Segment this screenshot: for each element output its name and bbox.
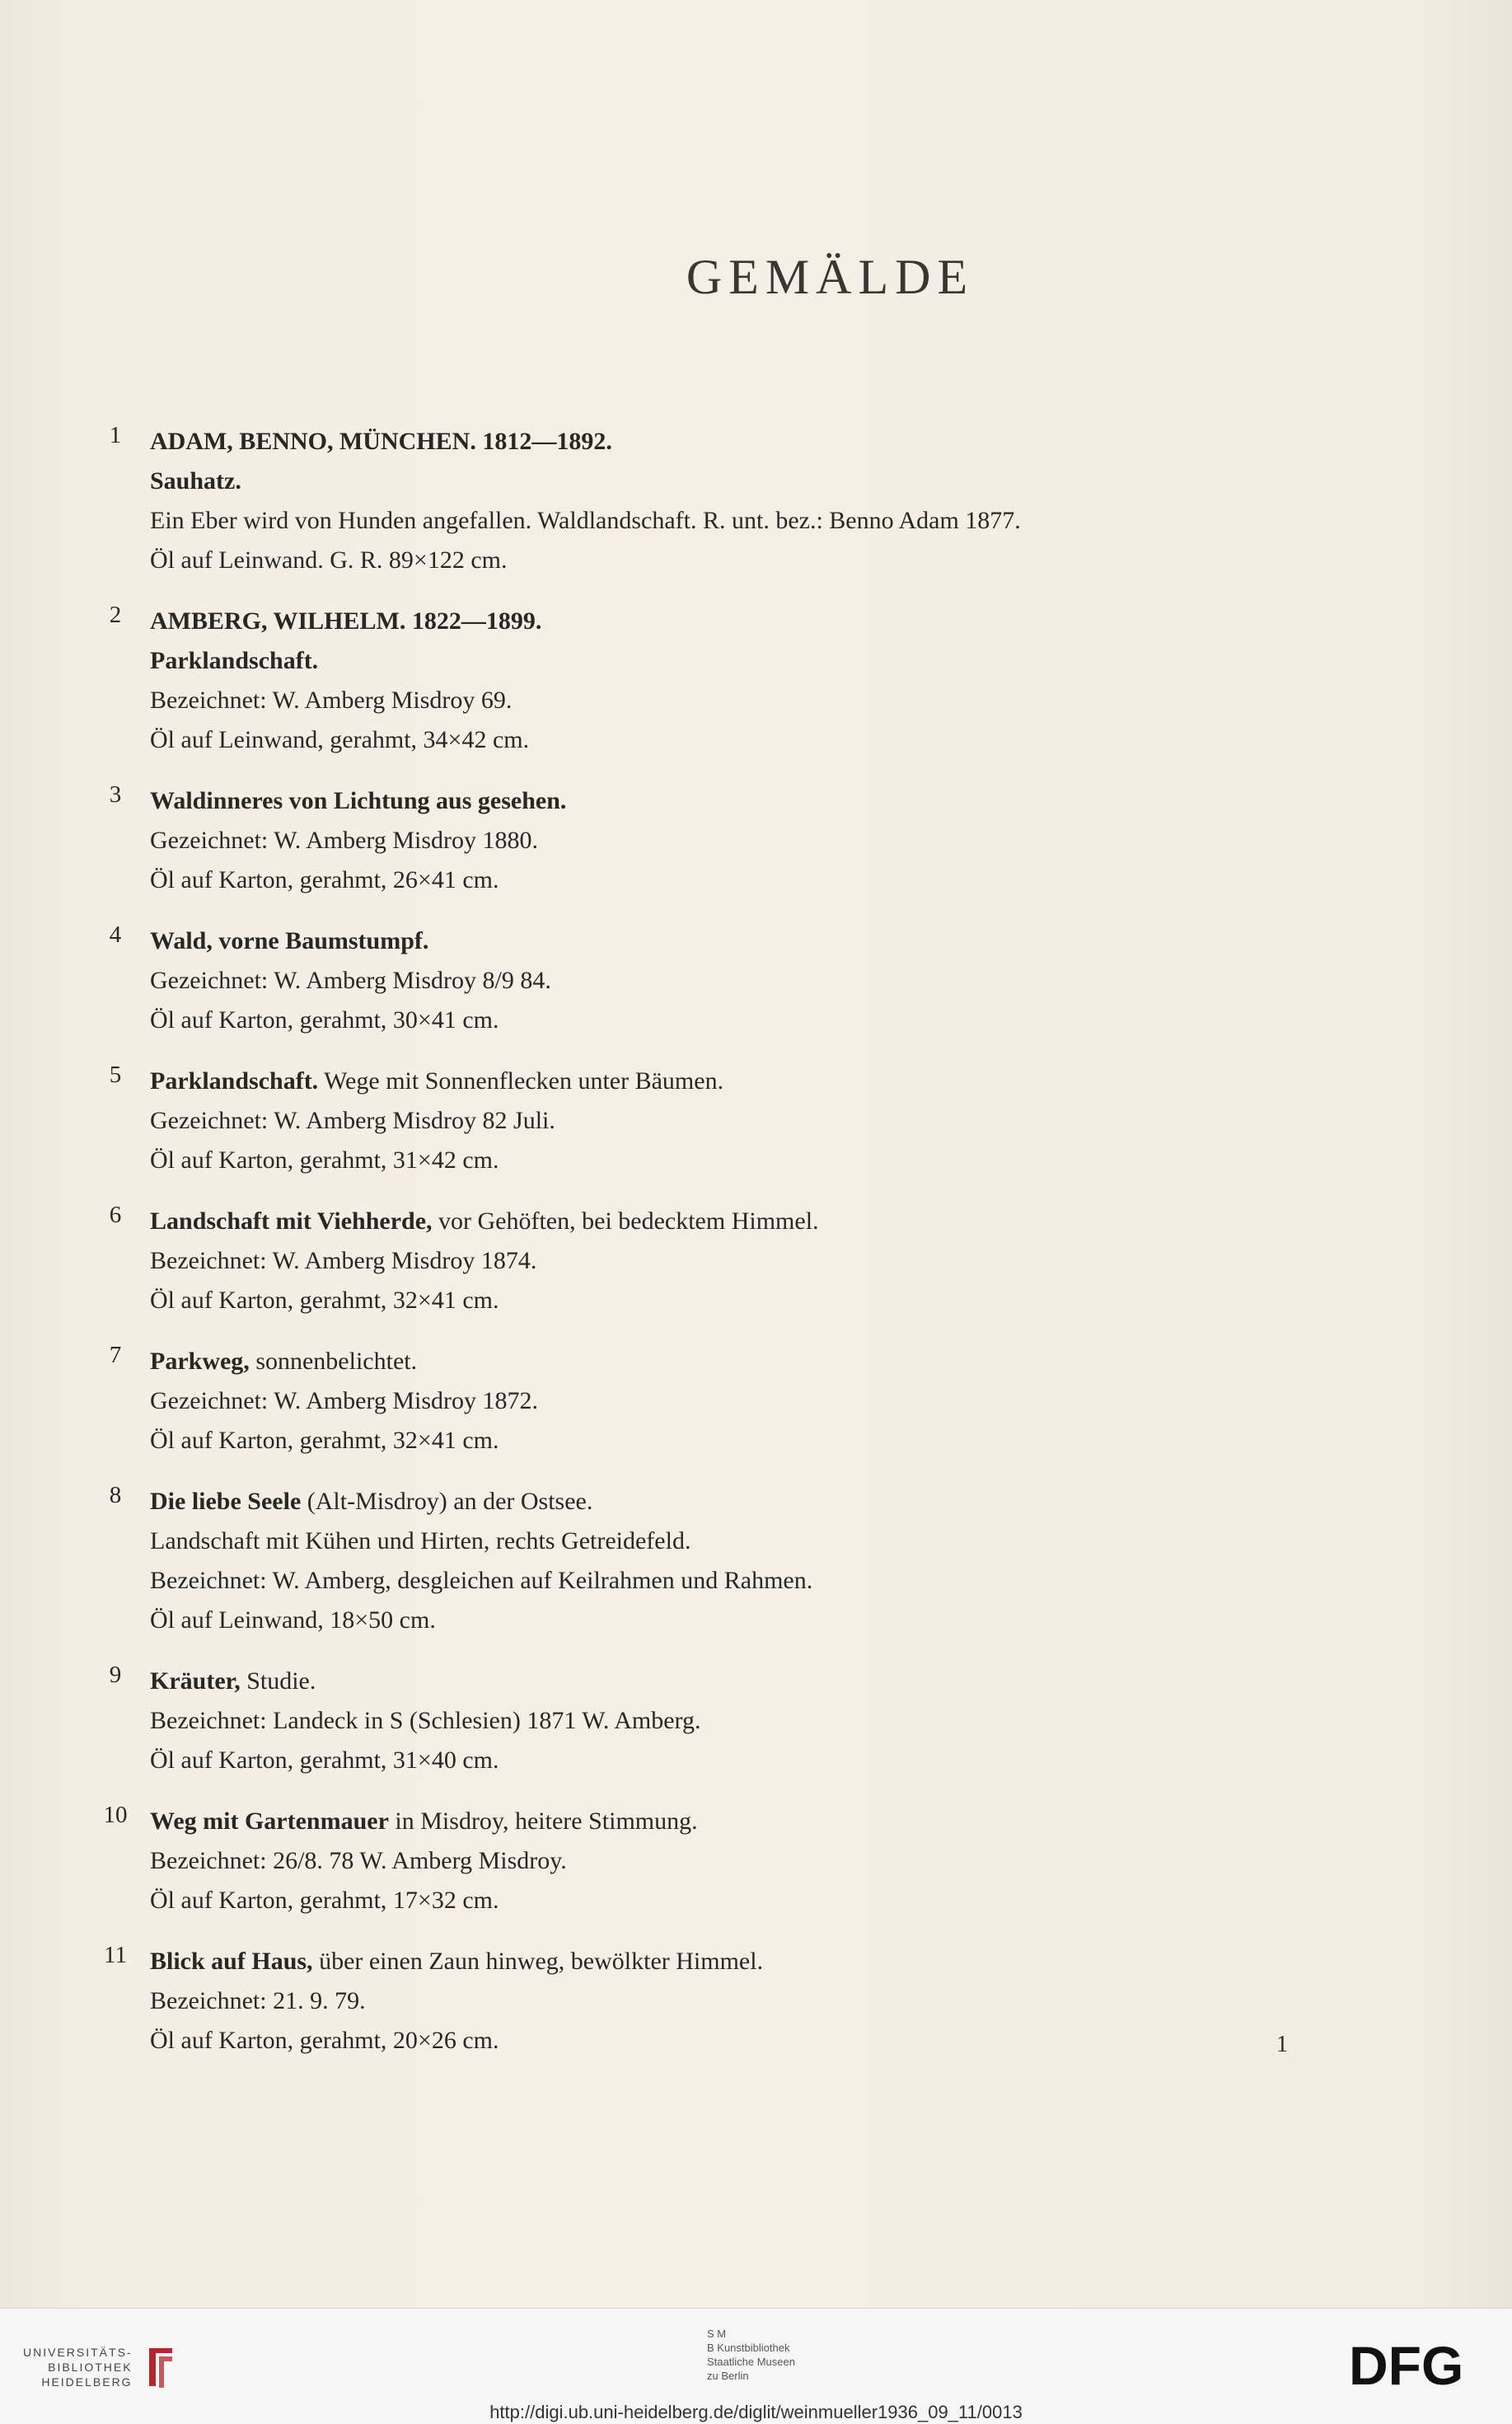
entry-number: 6 [109,1202,122,1228]
entry-text: Öl auf Leinwand, gerahmt, 34×42 cm. [150,726,530,753]
catalog-entry [99,921,1384,1040]
entry-number: 2 [109,602,122,628]
entry-text: Bezeichnet: W. Amberg Misdroy 69. [150,687,513,714]
entry-line [150,1601,1384,1640]
catalog-entry [99,1942,1384,2061]
entry-number: 5 [109,1062,122,1088]
entry-line [150,1421,1384,1460]
entry-line [150,921,1384,961]
entry-text: (Alt-Misdroy) an der Ostsee. [301,1488,593,1515]
entry-text: Gezeichnet: W. Amberg Misdroy 8/9 84. [150,967,551,994]
entry-line [150,1141,1384,1180]
catalog-entry [99,422,1384,580]
entry-line [150,501,1384,541]
entry-line [150,781,1384,821]
entry-title: Kräuter, [150,1667,241,1695]
university-library-logo[interactable] [23,2342,179,2393]
entry-number: 7 [109,1342,122,1368]
entry-number: 4 [109,921,122,948]
entry-title: Parklandschaft. [150,1067,319,1095]
entry-line [150,720,1384,760]
entry-line [150,602,1384,641]
entry-number: 3 [109,781,122,808]
entry-number: 1 [109,422,122,448]
entry-title: Parklandschaft. [150,647,319,674]
entry-text: Landschaft mit Kühen und Hirten, rechts Getreidefeld. [150,1527,691,1554]
entry-line [150,961,1384,1001]
entry-title: Wald, vorne Baumstumpf. [150,927,429,954]
entry-line [150,860,1384,900]
entry-line [150,1981,1384,2021]
entry-line [150,1202,1384,1241]
entry-line [150,1001,1384,1040]
entry-title: Die liebe Seele [150,1488,302,1515]
entry-text: Bezeichnet: Landeck in S (Schlesien) 1871 W. Amberg. [150,1707,701,1734]
catalog-entry [99,602,1384,760]
university-library-name: UNIVERSITÄTS- BIBLIOTHEK HEIDELBERG [23,2346,133,2389]
entry-line [150,422,1384,462]
kunstbibliothek-logo[interactable]: S M B Kunstbibliothek Staatliche Museen zu Berlin [707,2328,795,2382]
entry-text: Öl auf Karton, gerahmt, 26×41 cm. [150,866,499,893]
entry-line [150,1482,1384,1521]
entry-line [150,1881,1384,1920]
heidelberg-logo-icon [141,2342,179,2393]
dfg-logo-icon [1349,2338,1489,2391]
entry-text: Öl auf Karton, gerahmt, 17×32 cm. [150,1887,499,1914]
entry-text: Ein Eber wird von Hunden angefallen. Waldlandschaft. R. unt. bez.: Benno Adam 1877. [150,507,1021,534]
entry-number: 9 [109,1662,122,1688]
entry-text: Bezeichnet: W. Amberg, desgleichen auf Keilrahmen und Rahmen. [150,1567,813,1594]
entry-text: Bezeichnet: 21. 9. 79. [150,1987,366,2014]
entry-line [150,1381,1384,1421]
entry-line [150,1062,1384,1101]
page-number: 1 [1276,2032,1288,2057]
catalog-entry [99,1062,1384,1180]
permalink-url[interactable]: http://digi.ub.uni-heidelberg.de/diglit/weinmueller1936_09_11/0013 [489,2402,1023,2422]
entry-line [150,681,1384,720]
entry-title: Parkweg, [150,1348,250,1375]
entry-text: Öl auf Karton, gerahmt, 32×41 cm. [150,1287,499,1314]
entry-line [150,2021,1384,2061]
entry-text: Öl auf Leinwand. G. R. 89×122 cm. [150,546,508,574]
entry-line [150,1342,1384,1381]
entry-number: 10 [103,1802,128,1828]
entry-text: Öl auf Karton, gerahmt, 20×26 cm. [150,2027,499,2054]
page-title: GEMÄLDE [686,250,975,305]
entry-title: Weg mit Gartenmauer [150,1807,389,1835]
catalog-entry [99,1342,1384,1460]
entry-line [150,541,1384,580]
entry-title: ADAM, BENNO, MÜNCHEN. 1812—1892. [150,428,612,455]
entry-text: Öl auf Leinwand, 18×50 cm. [150,1606,436,1634]
entry-text: Öl auf Karton, gerahmt, 31×40 cm. [150,1746,499,1774]
entry-line [150,462,1384,501]
entry-line [150,1521,1384,1561]
catalog-entry [99,1202,1384,1320]
entry-text: vor Gehöften, bei bedecktem Himmel. [432,1207,819,1235]
entry-text: Öl auf Karton, gerahmt, 32×41 cm. [150,1427,499,1454]
entry-text: Gezeichnet: W. Amberg Misdroy 1880. [150,827,539,854]
entry-line [150,1561,1384,1601]
entry-number: 8 [109,1482,122,1508]
entry-text: in Misdroy, heitere Stimmung. [388,1807,698,1835]
dfg-logo[interactable] [1349,2338,1489,2395]
entry-text: sonnenbelichtet. [249,1348,418,1375]
entry-line [150,1241,1384,1281]
catalog-entry [99,1482,1384,1640]
entry-line [150,641,1384,681]
entry-title: Sauhatz. [150,467,241,495]
catalog-entries [99,422,1384,2061]
entry-line [150,821,1384,860]
entry-line [150,1741,1384,1780]
footer-bar [0,2308,1512,2424]
entry-text: Bezeichnet: W. Amberg Misdroy 1874. [150,1247,537,1274]
entry-text: Bezeichnet: 26/8. 78 W. Amberg Misdroy. [150,1847,567,1874]
entry-title: Waldinneres von Lichtung aus gesehen. [150,787,567,814]
entry-title: AMBERG, WILHELM. 1822—1899. [150,607,542,635]
entry-title: Blick auf Haus, [150,1948,313,1975]
svg-text:DFG: DFG [1349,2338,1464,2391]
entry-text: Öl auf Karton, gerahmt, 30×41 cm. [150,1006,499,1034]
entry-line [150,1701,1384,1741]
entry-text: Wege mit Sonnenflecken unter Bäumen. [318,1067,724,1095]
entry-text: Studie. [240,1667,316,1695]
entry-text: Gezeichnet: W. Amberg Misdroy 1872. [150,1387,539,1414]
catalog-entry [99,781,1384,900]
entry-line [150,1101,1384,1141]
entry-line [150,1942,1384,1981]
entry-title: Landschaft mit Viehherde, [150,1207,433,1235]
entry-line [150,1802,1384,1841]
catalog-entry [99,1802,1384,1920]
entry-line [150,1662,1384,1701]
entry-text: Öl auf Karton, gerahmt, 31×42 cm. [150,1146,499,1174]
entry-line [150,1281,1384,1320]
catalog-entry [99,1662,1384,1780]
entry-number: 11 [104,1942,127,1968]
entry-text: Gezeichnet: W. Amberg Misdroy 82 Juli. [150,1107,555,1134]
entry-text: über einen Zaun hinweg, bewölkter Himmel. [312,1948,764,1975]
entry-line [150,1841,1384,1881]
